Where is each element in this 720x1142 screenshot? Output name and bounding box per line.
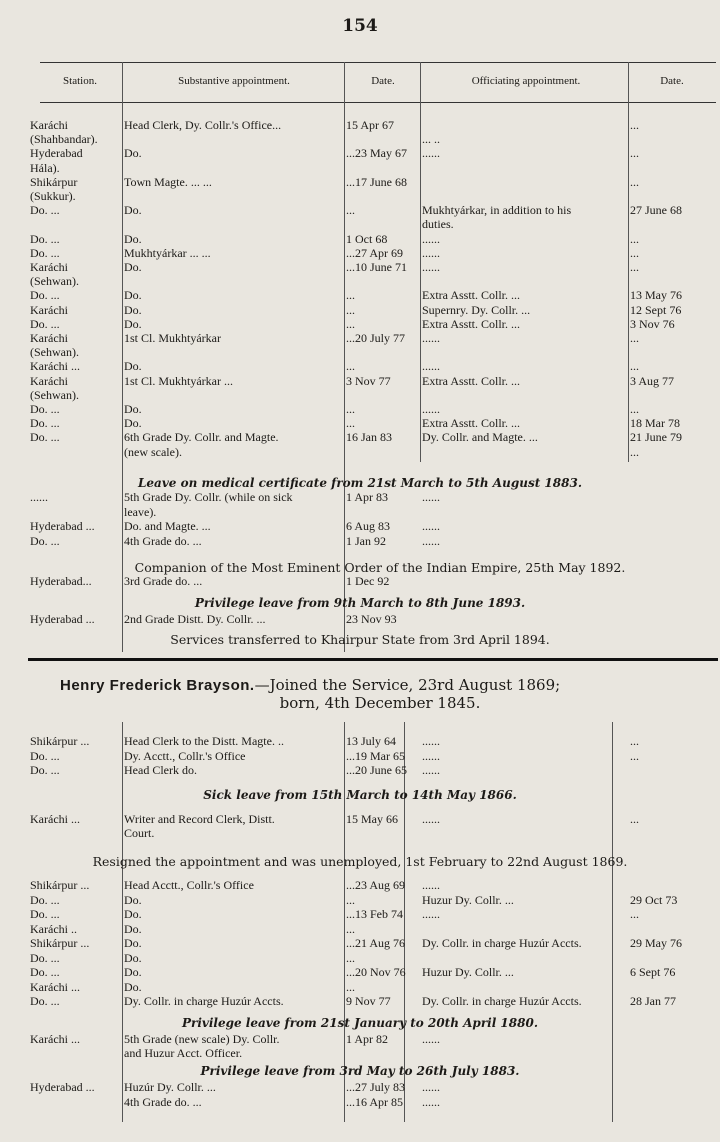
record-subst-cell: Do. [124,402,142,416]
record-station-cell: (Sukkur). [30,189,76,203]
person-name: Henry Frederick Brayson. [60,677,255,694]
record-station-cell: Do. ... [30,748,60,763]
record-subst-cell: 6th Grade Dy. Collr. and Magte. [124,430,279,445]
record-odate-cell: ... [630,174,639,189]
record-date-cell: 1 Dec 92 [346,574,390,588]
record-date-cell: ...13 Feb 74 [346,907,403,921]
record-station-cell: Do. ... [30,430,60,445]
services-transferred-line: Services transferred to Khairpur State from 3rd April 1894. [170,632,550,647]
record-offic-cell: ...... [422,519,440,533]
record-odate-cell: ... [630,359,639,374]
record-date-cell: 1 Apr 82 [346,1032,388,1046]
record-station-cell: ...... [30,490,48,504]
record-station-cell: Karáchi ... [30,359,80,374]
record-offic-cell: ...... [422,533,440,548]
record-offic-cell: ...... [422,231,440,246]
col-substantive-heading: Substantive appointment. [178,75,290,87]
record-station-cell: (Shahbandar). [30,132,98,147]
record-station-cell: Do. ... [30,416,60,431]
note-privilege-1880: Privilege leave from 21st January to 20th April 1880. [181,1016,539,1030]
record-date-cell: ...27 Apr 69 [346,245,403,260]
record-station-cell: Karáchi [30,373,68,388]
record-odate-cell: 29 May 76 [630,936,682,950]
record-offic-cell: ...... [422,146,440,161]
record-subst-cell: leave). [124,504,157,519]
record-offic-cell: ...... [422,1094,440,1109]
record-offic-cell: Dy. Collr. in charge Huzúr Accts. [422,994,582,1008]
col-odate-heading: Date. [660,75,684,87]
record-odate-cell: 18 Mar 78 [630,416,680,431]
col-station-heading: Station. [63,75,97,87]
record-date-cell: ... [346,203,355,218]
record-subst-cell: Do. [124,907,142,921]
record-odate-cell: ... [630,748,639,763]
record-offic-cell: Supernry. Dy. Collr. ... [422,302,531,317]
record-subst-cell: 2nd Grade Distt. Dy. Collr. ... [124,612,266,626]
record-station-cell: Karáchi [30,260,68,274]
record-offic-cell: ...... [422,1032,440,1046]
record-date-cell: ... [346,416,355,431]
record-station-cell: Do. ... [30,892,60,907]
record-station-cell: Karáchi [30,302,68,317]
record-offic-cell: duties. [422,217,454,232]
record-date-cell: ... [346,302,355,317]
record-station-cell: Shikárpur ... [30,734,90,748]
record-station-cell: Do. ... [30,402,60,416]
record-station-cell: Karáchi [30,331,68,345]
record-offic-cell: ...... [422,734,440,748]
col-date-heading: Date. [371,75,395,87]
record-station-cell: Hyderabad ... [30,1080,95,1094]
record-station-cell: (Sehwan). [30,345,79,360]
record-date-cell: ...16 Apr 85 [346,1094,403,1109]
record-offic-cell: Extra Asstt. Collr. ... [422,316,521,331]
record-subst-cell: Do. [124,302,142,317]
record-offic-cell: ...... [422,763,440,777]
record-station-cell: Shikárpur ... [30,936,90,950]
record-odate-cell: ... [630,444,639,459]
record-offic-cell: ...... [422,812,440,826]
record-date-cell: 16 Jan 83 [346,430,392,445]
record-date-cell: ...20 Nov 76 [346,965,406,979]
record-station-cell: Do. ... [30,203,60,218]
record-subst-cell: 4th Grade do. ... [124,533,202,548]
section-divider [28,658,718,661]
col-divider-8 [612,722,613,1122]
record-subst-cell: Head Clerk to the Distt. Magte. .. [124,734,284,748]
record-odate-cell: ... [630,402,639,416]
record-station-cell: Karáchi ... [30,812,80,826]
record-station-cell: Hyderabad [30,146,83,161]
record-offic-cell: ...... [422,245,440,260]
record-subst-cell: Head Clerk do. [124,763,197,777]
record-subst-cell: Do. and Magte. ... [124,519,211,533]
record-date-cell: ...21 Aug 76 [346,936,406,950]
record-subst-cell: Do. [124,203,142,218]
record-date-cell: ...17 June 68 [346,174,407,189]
record-station-cell: Do. ... [30,965,60,979]
record-station-cell: Karáchi .. [30,921,77,936]
record-offic-cell: ...... [422,878,440,892]
record-offic-cell: ...... [422,402,440,416]
record-odate-cell: 6 Sept 76 [630,965,676,979]
record-odate-cell: ... [630,146,639,161]
record-station-cell: Do. ... [30,316,60,331]
record-odate-cell: 28 Jan 77 [630,994,676,1008]
record-odate-cell: 21 June 79 [630,430,682,445]
header-top-rule [40,62,716,63]
record-5th-grade-cont: and Huzur Acct. Officer. [124,1046,243,1060]
record-date-cell: ... [346,979,355,994]
record-odate-cell: 27 June 68 [630,203,682,218]
record-offic-cell: Extra Asstt. Collr. ... [422,373,521,388]
record-offic-cell: Huzur Dy. Collr. ... [422,892,514,907]
record-station-cell: Hyderabad ... [30,519,95,533]
record-subst-cell: 5th Grade Dy. Collr. (while on sick [124,490,293,504]
record-subst-cell: Town Magte. ... ... [124,174,212,189]
record-date-cell: 1 Apr 83 [346,490,388,504]
record-subst-cell: 4th Grade do. ... [124,1094,202,1109]
record-offic-cell: ...... [422,748,440,763]
record-odate-cell: ... [630,231,639,246]
record-station-cell: Do. ... [30,288,60,303]
page-number: 154 [342,16,378,36]
record-subst-cell: Do. [124,288,142,303]
record-date-cell: ... [346,316,355,331]
record-subst-cell: 1st Cl. Mukhtyárkar ... [124,373,233,388]
record-station-cell: Do. ... [30,231,60,246]
note-medical-leave: Leave on medical certificate from 21st March to 5th August 1883. [137,476,583,490]
record-subst-cell: 1st Cl. Mukhtyárkar [124,331,221,345]
person-born: born, 4th December 1845. [279,694,481,712]
record-offic-cell: Dy. Collr. in charge Huzúr Accts. [422,936,582,950]
record-odate-cell: ... [630,907,639,921]
record-date-cell: ...10 June 71 [346,260,407,274]
record-date-cell: ...20 July 77 [346,331,406,345]
record-offic-cell: ...... [422,260,440,274]
record-subst-cell: (new scale). [124,444,182,459]
record-date-cell: 6 Aug 83 [346,519,391,533]
record-odate-cell: ... [630,812,639,826]
record-odate-cell: ... [630,245,639,260]
record-odate-cell: ... [630,331,639,345]
record-subst-cell: Do. [124,979,142,994]
record-date-cell: ...27 July 83 [346,1080,406,1094]
record-date-cell: 15 May 66 [346,812,398,826]
record-station-cell: Do. ... [30,907,60,921]
record-station-cell: Hyderabad ... [30,612,95,626]
record-date-cell: ... [346,359,355,374]
record-station-cell: Karáchi ... [30,1032,80,1046]
record-subst-cell: 3rd Grade do. ... [124,574,203,588]
record-offic-cell: Extra Asstt. Collr. ... [422,288,521,303]
record-date-cell: ... [346,892,355,907]
record-offic-cell: ...... [422,359,440,374]
record-subst-cell: Head Clerk, Dy. Collr.'s Office... [124,118,282,132]
companion-line: Companion of the Most Eminent Order of the Indian Empire, 25th May 1892. [134,560,626,575]
record-station-cell: Karáchi ... [30,979,80,994]
note-privilege-1893: Privilege leave from 9th March to 8th June 1893. [194,596,526,610]
resigned-line: Resigned the appointment and was unemployed, 1st February to 22nd August 1869. [92,854,628,869]
record-date-cell: ...23 May 67 [346,146,407,161]
record-subst-cell: Do. [124,936,142,950]
record-date-cell: ... [346,402,355,416]
record-station-cell: Do. ... [30,763,60,777]
record-date-cell: ... [346,288,355,303]
record-offic-cell: ...... [422,490,440,504]
note-sick-1866: Sick leave from 15th March to 14th May 1866. [203,788,517,802]
record-subst-cell: Writer and Record Clerk, Distt. [124,812,275,826]
record-station-cell: Hála). [30,160,60,175]
record-offic-cell: ...... [422,1080,440,1094]
record-subst-cell: Head Acctt., Collr.'s Office [124,878,254,892]
record-date-cell: 1 Oct 68 [346,231,388,246]
record-offic-cell: Extra Asstt. Collr. ... [422,416,521,431]
record-offic-cell: Dy. Collr. and Magte. ... [422,430,538,445]
record-station-cell: (Sehwan). [30,387,79,402]
record-writer-cont: Court. [124,826,155,840]
record-date-cell: 3 Nov 77 [346,373,391,388]
record-station-cell: Karáchi [30,118,68,132]
record-odate-cell: 3 Nov 76 [630,316,675,331]
record-subst-cell: Do. [124,950,142,965]
record-offic-cell: Huzur Dy. Collr. ... [422,965,514,979]
record-odate-cell: ... [630,734,639,748]
record-date-cell: ...20 June 65 [346,763,407,777]
note-privilege-1883: Privilege leave from 3rd May to 26th July 1883. [200,1064,520,1078]
record-date-cell: ... [346,950,355,965]
record-subst-cell: Do. [124,316,142,331]
record-subst-cell: 5th Grade (new scale) Dy. Collr. [124,1032,280,1046]
record-subst-cell: Do. [124,146,142,161]
record-odate-cell: ... [630,260,639,274]
record-station-cell: Shikárpur [30,174,78,189]
record-station-cell: Do. ... [30,245,60,260]
record-date-cell: 23 Nov 93 [346,612,397,626]
record-subst-cell: Do. [124,416,142,431]
record-station-cell: (Sehwan). [30,274,79,289]
col-divider-3 [420,62,421,462]
record-subst-cell: Do. [124,359,142,374]
record-station-cell: Do. ... [30,533,60,548]
record-date-cell: 9 Nov 77 [346,994,391,1008]
record-subst-cell: Dy. Collr. in charge Huzúr Accts. [124,994,284,1008]
col-officiating-heading: Officiating appointment. [471,75,581,87]
record-odate-cell: 13 May 76 [630,288,682,303]
record-offic-cell: Mukhtyárkar, in addition to his [422,203,572,218]
record-station-cell: Do. ... [30,950,60,965]
record-subst-cell: Dy. Acctt., Collr.'s Office [124,748,246,763]
record-odate-cell: 12 Sept 76 [630,302,682,317]
record-odate-cell: 3 Aug 77 [630,373,675,388]
record-offic-cell: ... .. [422,132,440,147]
record-subst-cell: Do. [124,921,142,936]
record-station-cell: Shikárpur ... [30,878,90,892]
record-date-cell: ...19 Mar 65 [346,748,405,763]
record-subst-cell: Mukhtyárkar ... ... [124,245,211,260]
record-subst-cell: Do. [124,892,142,907]
record-date-cell: 13 July 64 [346,734,397,748]
record-date-cell: 15 Apr 67 [346,118,394,132]
col-divider-5 [122,722,123,1122]
record-subst-cell: Huzúr Dy. Collr. ... [124,1080,216,1094]
person-heading [60,676,700,712]
record-station-cell: Do. ... [30,994,60,1008]
record-subst-cell: Do. [124,965,142,979]
record-date-cell: ... [346,921,355,936]
record-odate-cell: 29 Oct 73 [630,892,678,907]
record-date-cell: ...23 Aug 69 [346,878,406,892]
record-date-cell: 1 Jan 92 [346,533,386,548]
record-odate-cell: ... [630,118,639,132]
header-bottom-rule [40,102,716,103]
record-subst-cell: Do. [124,231,142,246]
person-details: —Joined the Service, 23rd August 1869; [254,676,561,694]
record-offic-cell: ...... [422,331,440,345]
record-offic-cell: ...... [422,907,440,921]
record-subst-cell: Do. [124,260,142,274]
record-station-cell: Hyderabad... [30,574,92,588]
